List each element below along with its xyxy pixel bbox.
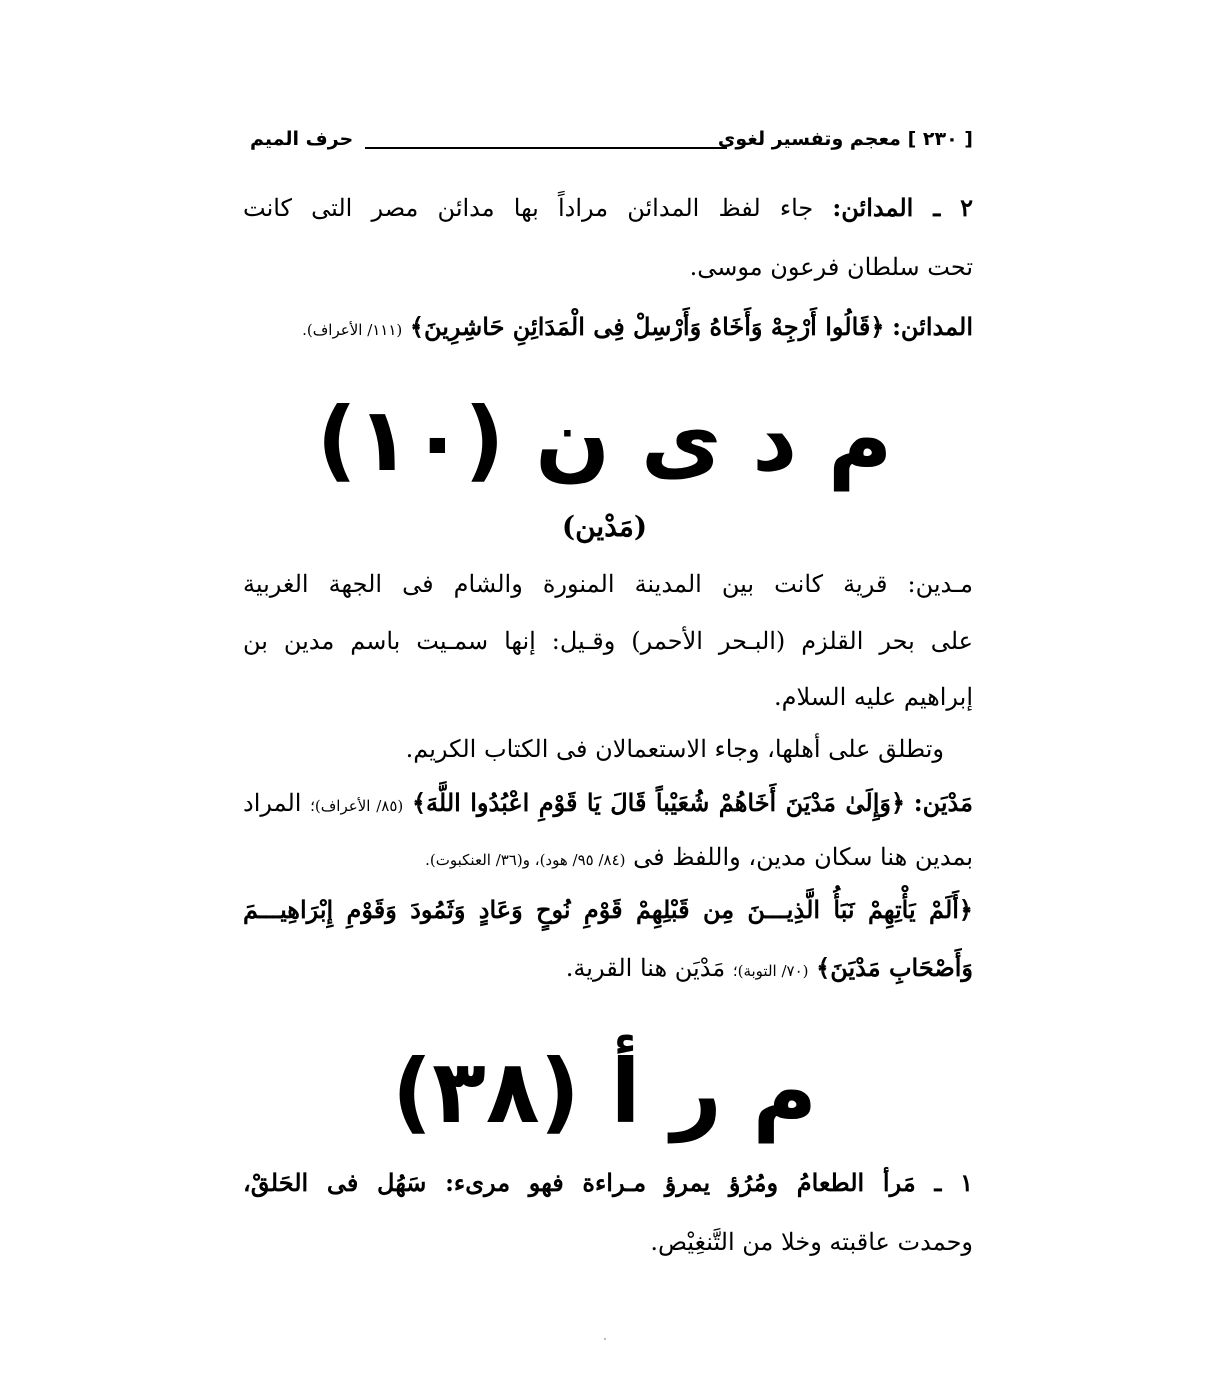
section-name: حرف الميم [250,128,354,150]
mra-line-2: وحمدت عاقبته وخلا من التَّنغِيْص. [650,1228,973,1256]
madyan-para2: وتطلق على أهلها، وجاء الاستعمالان فى الكتاب الكريم. [405,735,944,763]
book-title: معجم وتفسير لغوى [717,128,901,150]
page-speck [604,1338,606,1340]
madyan-ex1-quote: ﴿وَإِلَىٰ مَدْيَنَ أَخَاهُمْ شُعَيْباً قَالَ يَا قَوْمِ اعْبُدُوا اللَّهَ﴾ [411,788,906,817]
madyan-para1-line3: إبراهيم عليه السلام. [774,683,973,711]
root-heading-mra: م ر أ (٣٨) [391,1040,818,1143]
madyan-example-2-line2 [566,953,973,982]
madyan-para1-line2: على بحر القلزم (البـحر الأحمر) وقـيل: إنها سمـيت باسم مدين بن [243,627,973,655]
madyan-para1-line1: مـدين: قرية كانت بين المدينة المنورة والشام فى الجهة الغربية [243,570,974,598]
madyan-example-1-line2 [425,843,973,871]
madain-text: جاء لفظ المدائن مراداً بها مدائن مصر التى كانت [243,194,814,222]
madyan-ex2-quote: وَأَصْحَابِ مَدْيَنَ﴾ [816,953,973,982]
madain-line-2: تحت سلطان فرعون موسى. [689,253,973,281]
header-rule [365,147,727,149]
madyan-ex1-line2-refs: (٨٤/ ٩٥/ هود)، و(٣٦/ العنكبوت). [425,851,626,869]
madyan-example-1 [243,788,973,817]
madain-example-ref: (١١١/ الأعراف). [302,321,403,339]
root-subheading-madyan: (مَدْين) [561,510,648,543]
madyan-ex1-line2-text: بمدين هنا سكان مدين، واللفظ فى [633,843,973,871]
madyan-ex2-ref: (٧٠/ التوبة)؛ [732,962,809,980]
page-number: [ ٢٣٠ ] [907,128,973,150]
madain-example [302,312,973,341]
madyan-ex1-label: مَدْيَن: [913,788,973,817]
root-heading-mdn: م د ى ن (١٠) [316,388,893,491]
madyan-example-2-line1: ﴿أَلَمْ يَأْتِهِمْ نَبَأُ الَّذِيـــنَ مِن قَبْلِهِمْ قَوْمِ نُوحٍ وَعَادٍ وَثَمُودَ وَقَوْمِ إِبْرَاهِيـــمَ [243,895,973,924]
madain-label: ٢ ـ المدائن: [832,193,974,222]
madyan-ex2-tail: مَدْيَن هنا القرية. [565,954,726,982]
madain-line-1 [243,193,973,222]
madyan-ex1-ref: (٨٥/ الأعراف)؛ [310,797,404,815]
running-header-title [718,128,973,150]
mra-line-1: ١ ـ مَرأ الطعامُ ومُرُؤ يمرؤ مـراءة فهو مرىء: سَهُل فى الحَلقْ، [243,1168,973,1197]
madain-example-quote: ﴿قَالُوا أَرْجِهْ وَأَخَاهُ وَأَرْسِلْ فِى الْمَدَائِنِ حَاشِرِينَ﴾ [409,312,885,341]
madain-example-label: المدائن: [892,312,973,341]
madyan-ex1-tail: المراد [243,789,302,817]
